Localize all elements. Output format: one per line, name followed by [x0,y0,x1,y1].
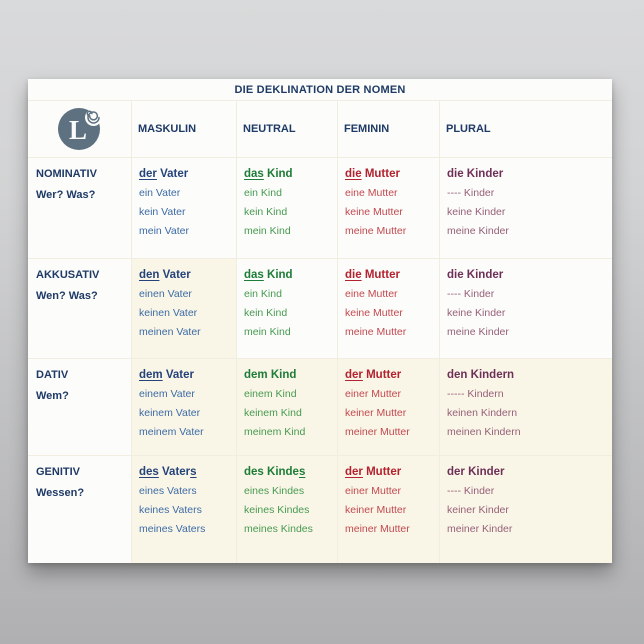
cell-akkusativ-maskulin [131,258,236,358]
column-header-neutral: NEUTRAL [236,101,337,157]
declension-form: keine Mutter [345,307,403,319]
cell-nominativ-plural [439,157,612,258]
column-header-feminin: FEMININ [337,101,439,157]
cell-dativ-plural [439,358,612,455]
declension-form: keines Vaters [139,504,202,516]
head-text: Mutter [362,466,402,478]
ending-underlined: der [345,369,363,381]
head-text: Vater [162,369,194,381]
case-name: GENITIV [36,466,81,478]
declension-form: meinem Kind [244,426,306,438]
declension-form: einer Mutter [345,485,402,497]
declension-form: ----- Kindern [447,388,504,400]
case-question: Wem? [36,390,69,402]
column-header-plural: PLURAL [439,101,612,157]
cell-nominativ-maskulin [131,157,236,258]
lingolia-logo-icon [56,115,104,156]
head-text: die Kinder [447,168,504,180]
head-text: den Kindern [447,369,515,381]
ending-underlined: s [190,466,197,478]
ending-underlined: die [345,168,362,180]
declension-form: ein Vater [139,187,181,199]
declined-head [345,164,439,184]
declension-form: meines Kindes [244,523,313,535]
head-text: Vater [156,168,189,180]
declension-form: meiner Mutter [345,426,410,438]
declined-head [447,265,612,285]
cell-akkusativ-neutral [236,258,337,358]
head-text: des Kinde [244,466,299,478]
cell-akkusativ-plural [439,258,612,358]
declension-form: einem Vater [139,388,195,400]
ending-underlined: das [244,269,264,281]
case-label-akkusativ [28,258,131,358]
poster-title: DIE DEKLINATION DER NOMEN [28,79,612,101]
declension-form: ---- Kinder [447,288,495,300]
declension-form: keines Kindes [244,504,310,516]
declension-form: ---- Kinder [447,485,495,497]
declension-form: eines Vaters [139,485,197,497]
head-text: der Kinder [447,466,505,478]
svg-text:L: L [69,115,88,145]
declined-head [345,265,439,285]
ending-underlined: den [139,269,160,281]
declension-form: meines Vaters [139,523,206,535]
ending-underlined: s [298,466,306,478]
declension-form: eine Mutter [345,187,398,199]
cell-nominativ-feminin [337,157,439,258]
declined-head [139,365,236,385]
ending-underlined: der [139,168,157,180]
declined-head [244,164,337,184]
ending-underlined: des [139,466,159,478]
declension-form: meine Mutter [345,225,407,237]
declension-form: keine Mutter [345,206,403,218]
case-question: Wessen? [36,487,85,499]
head-text: Kind [263,269,293,281]
declined-head [139,462,236,482]
declension-form: ein Kind [244,288,282,300]
cell-akkusativ-feminin [337,258,439,358]
case-question: Wen? Was? [36,290,98,302]
declension-form: kein Kind [244,206,288,218]
cell-genitiv-maskulin [131,455,236,563]
declension-form: meiner Kinder [447,523,513,535]
head-text: Mutter [362,369,402,381]
declined-head [447,365,612,385]
case-question: Wer? Was? [36,189,96,201]
declined-head [447,462,612,482]
head-text: Mutter [361,168,400,180]
declension-form: keiner Mutter [345,407,407,419]
ending-underlined: die [345,269,362,281]
declension-form: keinen Kindern [447,407,518,419]
declension-form: mein Kind [244,225,291,237]
cell-genitiv-feminin [337,455,439,563]
case-label-genitiv [28,455,131,563]
declined-head [345,365,439,385]
declension-form: ---- Kinder [447,187,495,199]
declension-form: meine Kinder [447,225,509,237]
cell-dativ-maskulin [131,358,236,455]
declension-form: meinen Vater [139,326,201,338]
declension-form: keinem Vater [139,407,201,419]
case-label-nominativ [28,157,131,258]
declension-form: einer Mutter [345,388,402,400]
head-text: Vater [159,269,191,281]
declension-form: keine Kinder [447,307,506,319]
declension-table [28,101,612,563]
declension-form: mein Vater [139,225,189,237]
declension-form: meinen Kindern [447,426,521,438]
declension-form: einem Kind [244,388,297,400]
declined-head [139,164,236,184]
case-name: DATIV [36,369,69,381]
declension-form: meine Kinder [447,326,509,338]
declension-form: mein Kind [244,326,291,338]
column-header-maskulin: MASKULIN [131,101,236,157]
declension-form: keinem Kind [244,407,302,419]
logo-cell [28,101,131,157]
head-text: Vater [158,466,191,478]
head-text: Mutter [361,269,400,281]
poster [28,79,612,563]
declension-form: meinem Vater [139,426,204,438]
declined-head [244,462,337,482]
declined-head [139,265,236,285]
declension-form: kein Vater [139,206,186,218]
declension-form: einen Vater [139,288,192,300]
declined-head [447,164,612,184]
head-text: die Kinder [447,269,504,281]
declension-form: keiner Mutter [345,504,407,516]
declension-form: eines Kindes [244,485,305,497]
cell-genitiv-neutral [236,455,337,563]
declension-form: keiner Kinder [447,504,509,516]
case-label-dativ [28,358,131,455]
ending-underlined: dem [139,369,163,381]
declined-head [244,265,337,285]
declension-form: meiner Mutter [345,523,410,535]
cell-dativ-neutral [236,358,337,455]
cell-genitiv-plural [439,455,612,563]
declined-head [345,462,439,482]
declension-form: keine Kinder [447,206,506,218]
ending-underlined: der [345,466,363,478]
declined-head [244,365,337,385]
declension-form: ein Kind [244,187,282,199]
cell-dativ-feminin [337,358,439,455]
declension-form: kein Kind [244,307,288,319]
case-name: NOMINATIV [36,168,97,180]
head-text: Kind [263,168,293,180]
declension-form: keinen Vater [139,307,198,319]
ending-underlined: das [244,168,264,180]
cell-nominativ-neutral [236,157,337,258]
head-text: dem Kind [244,369,297,381]
declension-form: meine Mutter [345,326,407,338]
declension-form: eine Mutter [345,288,398,300]
case-name: AKKUSATIV [36,269,100,281]
